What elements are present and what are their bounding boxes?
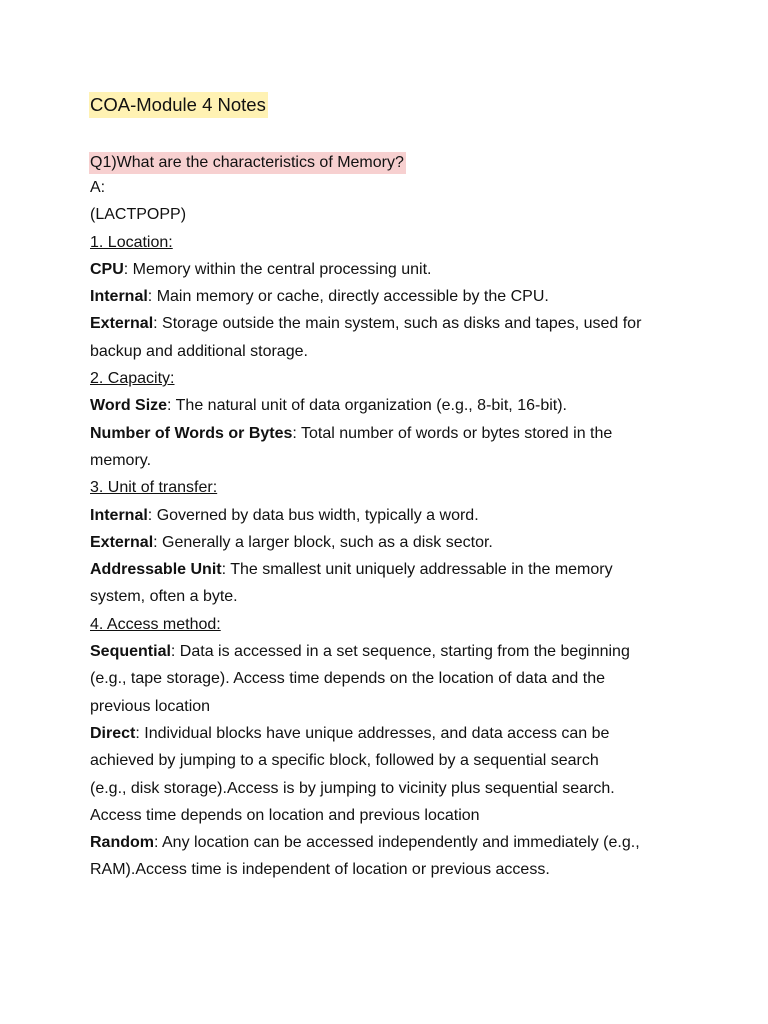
definition-text: previous location [90,697,211,715]
definition-line [90,310,698,337]
definition-text: : The natural unit of data organization (e.g., 8-bit, 16-bit). [167,397,567,415]
definition-text: : Individual blocks have unique addresses, and data access can be [135,724,610,742]
definition-term: External [90,533,154,551]
definition-text: : Governed by data bus width, typically a word. [147,506,479,524]
section-heading: 1. Location: [90,233,173,251]
definition-continuation [90,775,698,802]
definition-continuation [90,747,698,774]
definition-text: : Memory within the central processing unit. [123,260,432,278]
question-heading: Q1)What are the characteristics of Memory? [89,152,406,174]
definition-term: Random [90,834,154,852]
definition-line [90,829,698,856]
definition-text: : Storage outside the main system, such as disks and tapes, used for [153,315,642,333]
definition-text: achieved by jumping to a specific block, followed by a sequential search [90,752,599,770]
definition-line [90,256,698,283]
definition-term: Number of Words or Bytes [90,424,293,442]
definition-text: : The smallest unit uniquely addressable in the memory [221,561,613,579]
definition-continuation [90,802,698,829]
definition-line [90,529,698,556]
definition-term: External [90,315,154,333]
definition-term: Sequential [90,643,171,661]
mnemonic: (LACTPOPP) [90,206,187,224]
definition-line [90,556,698,583]
definition-continuation [90,338,698,365]
definition-term: Internal [90,506,148,524]
definition-continuation [90,856,698,883]
definition-line [90,638,698,665]
definition-continuation [90,693,698,720]
definition-line [90,420,698,447]
definition-continuation [90,665,698,692]
definition-text: : Data is accessed in a set sequence, starting from the beginning [170,643,630,661]
definition-continuation [90,447,698,474]
definition-text: : Any location can be accessed independently and immediately (e.g., [154,834,640,852]
definition-text: : Total number of words or bytes stored in the [292,424,613,442]
definition-text: RAM).Access time is independent of location or previous access. [90,861,550,879]
definition-term: Word Size [90,397,168,415]
section-heading: 2. Capacity: [90,370,175,388]
definition-text: (e.g., disk storage).Access is by jumping to vicinity plus sequential search. [90,779,615,797]
definition-text: memory. [90,451,152,469]
definition-text: Access time depends on location and previous location [90,806,480,824]
answer-body [90,174,698,884]
definition-term: Internal [90,288,148,306]
document-title: COA-Module 4 Notes [89,92,268,118]
definition-line [90,720,698,747]
definition-text: : Generally a larger block, such as a disk sector. [153,533,493,551]
definition-text: system, often a byte. [90,588,238,606]
definition-term: Direct [90,724,136,742]
definition-text: (e.g., tape storage). Access time depends on the location of data and the [90,670,605,688]
answer-label: A: [90,179,106,196]
definition-term: Addressable Unit [90,561,222,579]
definition-continuation [90,583,698,610]
definition-text: : Main memory or cache, directly accessible by the CPU. [147,288,549,306]
section-heading: 4. Access method: [90,615,221,633]
definition-text: backup and additional storage. [90,342,308,360]
definition-line [90,502,698,529]
definition-line [90,283,698,310]
definition-line [90,392,698,419]
definition-term: CPU [90,260,124,278]
section-heading: 3. Unit of transfer: [90,479,218,497]
